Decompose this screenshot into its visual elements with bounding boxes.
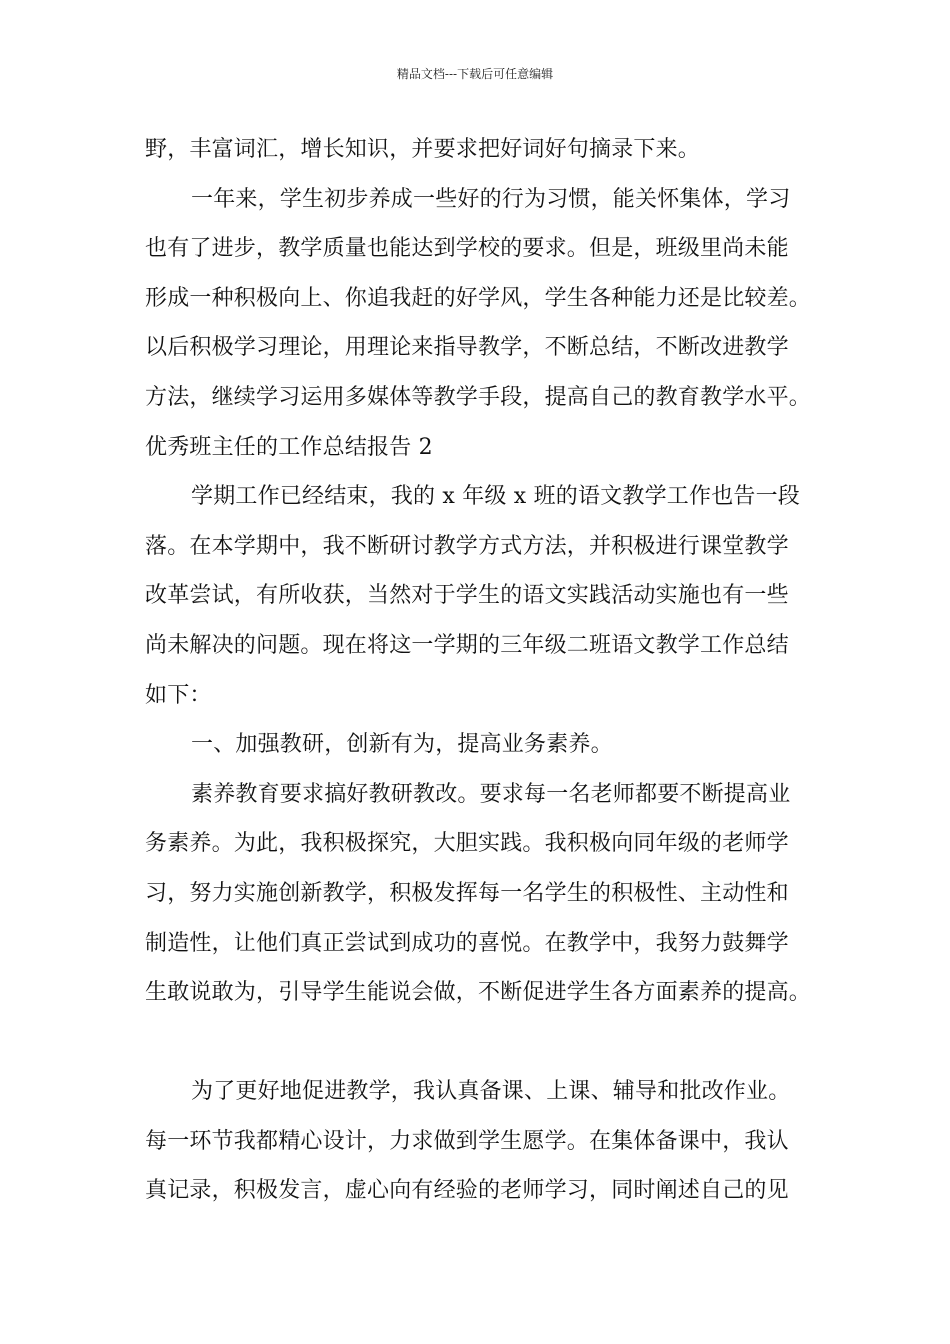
text-line: 务素养。为此，我积极探究，大胆实践。我积极向同年级的老师学 bbox=[145, 831, 789, 857]
page-header: 精品文档---下载后可任意编辑 bbox=[396, 67, 554, 81]
text-line: 落。在本学期中，我不断研讨教学方式方法，并积极进行课堂教学 bbox=[145, 533, 789, 559]
text-line: 尚未解决的问题。现在将这一学期的三年级二班语文教学工作总结 bbox=[145, 632, 789, 658]
text-line: 野，丰富词汇，增长知识，并要求把好词好句摘录下来。 bbox=[145, 137, 701, 162]
text-line: 制造性，让他们真正尝试到成功的喜悦。在教学中，我努力鼓舞学 bbox=[145, 930, 789, 956]
section-heading: 优秀班主任的工作总结报告 2 bbox=[145, 434, 433, 460]
text-line: 习，努力实施创新教学，积极发挥每一名学生的积极性、主动性和 bbox=[145, 880, 789, 906]
text-line: 为了更好地促进教学，我认真备课、上课、辅导和批改作业。 bbox=[191, 1079, 791, 1105]
blank-line bbox=[145, 1018, 815, 1068]
text-line: 形成一种积极向上、你追我赶的好学风，学生各种能力还是比较差。 bbox=[145, 285, 812, 311]
text-line: 生敢说敢为，引导学生能说会做，不断促进学生各方面素养的提高。 bbox=[145, 980, 812, 1006]
text-line: 方法，继续学习运用多媒体等教学手段，提高自己的教育教学水平。 bbox=[145, 384, 812, 410]
text-line: 改革尝试，有所收获，当然对于学生的语文实践活动实施也有一些 bbox=[145, 583, 789, 609]
subsection-heading: 一、加强教研，创新有为，提高业务素养。 bbox=[191, 732, 613, 758]
document-body bbox=[145, 125, 815, 1216]
text-line: 素养教育要求搞好教研教改。要求每一名老师都要不断提高业 bbox=[191, 781, 791, 807]
text-line: 学期工作已经结束，我的 x 年级 x 班的语文教学工作也告一段 bbox=[191, 484, 800, 510]
text-line: 也有了进步，教学质量也能达到学校的要求。但是，班级里尚未能 bbox=[145, 236, 789, 262]
text-line: 以后积极学习理论，用理论来指导教学，不断总结，不断改进教学 bbox=[145, 335, 789, 361]
text-line: 每一环节我都精心设计，力求做到学生愿学。在集体备课中，我认 bbox=[145, 1128, 789, 1154]
text-line: 真记录，积极发言，虚心向有经验的老师学习，同时阐述自己的见 bbox=[145, 1178, 789, 1204]
text-line: 一年来，学生初步养成一些好的行为习惯，能关怀集体，学习 bbox=[191, 186, 791, 212]
text-line: 如下： bbox=[145, 682, 212, 708]
